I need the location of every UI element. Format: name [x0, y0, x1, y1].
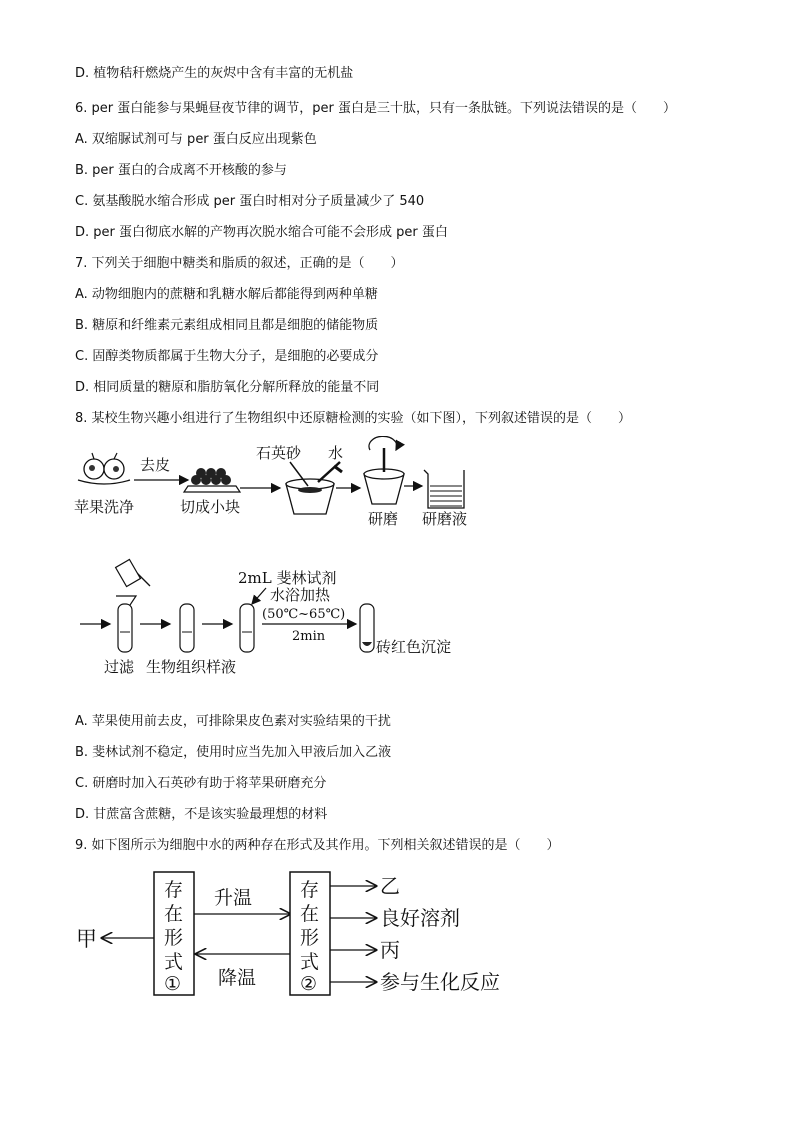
apple-pieces-icon	[184, 468, 240, 492]
water-label: 水	[328, 444, 344, 462]
yi-label: 乙	[380, 874, 400, 898]
q9-stem: 9. 如下图所示为细胞中水的两种存在形式及其作用。下列相关叙述错误的是（ ）	[75, 838, 560, 853]
wash-label: 苹果洗净	[74, 498, 135, 516]
bath-label: 水浴加热	[270, 586, 331, 604]
q6-option-d: D. per 蛋白彻底水解的产物再次脱水缩合可能不会形成 per 蛋白	[75, 225, 448, 240]
filter-funnel-icon	[116, 559, 150, 652]
cool-label: 降温	[218, 967, 257, 989]
solvent-label: 良好溶剂	[380, 906, 460, 930]
form1-char-2: 在	[164, 903, 184, 925]
q7-option-c: C. 固醇类物质都属于生物大分子，是细胞的必要成分	[75, 349, 379, 364]
q6-option-c: C. 氨基酸脱水缩合形成 per 蛋白时相对分子质量减少了 540	[75, 194, 425, 209]
cut-label: 切成小块	[180, 498, 241, 516]
q8-option-b: B. 斐林试剂不稳定，使用时应当先加入甲液后加入乙液	[75, 745, 392, 760]
form1-char-1: 存	[164, 879, 184, 901]
q7-option-d: D. 相同质量的糖原和脂肪氧化分解所释放的能量不同	[75, 380, 380, 395]
sample-label: 生物组织样液	[146, 658, 237, 676]
q7-option-a: A. 动物细胞内的蔗糖和乳糖水解后都能得到两种单糖	[75, 287, 378, 302]
sample-tube-icon	[180, 604, 194, 652]
apple-icon	[78, 453, 130, 484]
temp-label: (50℃~65℃)	[262, 607, 346, 622]
time-label: 2min	[292, 629, 326, 644]
q8-option-a: A. 苹果使用前去皮，可排除果皮色素对实验结果的干扰	[75, 714, 391, 729]
form1-char-4: 式	[164, 951, 184, 973]
q6-stem: 6. per 蛋白能参与果蝇昼夜节律的调节，per 蛋白是三十肽，只有一条肽链。下列说法错误的是（ ）	[75, 101, 676, 116]
q7-option-b: B. 糖原和纤维素元素组成相同且都是细胞的储能物质	[75, 318, 379, 333]
jia-label: 甲	[76, 927, 97, 951]
bing-label: 丙	[380, 938, 400, 962]
form2-char-2: 在	[300, 903, 320, 925]
reagent-tube-icon	[240, 604, 254, 652]
q8-stem: 8. 某校生物兴趣小组进行了生物组织中还原糖检测的实验（如下图），下列叙述错误的是（ ）	[75, 411, 632, 426]
form1-char-3: 形	[164, 927, 184, 949]
filter-label: 过滤	[104, 658, 135, 676]
q9-water-forms-diagram	[72, 866, 532, 1001]
grinding-icon	[364, 436, 404, 504]
quartz-label: 石英砂	[256, 444, 302, 462]
form2-char-5: ②	[300, 973, 318, 995]
heat-label: 升温	[214, 887, 253, 909]
form2-char-3: 形	[300, 927, 320, 949]
q5-option-d: D. 植物秸秆燃烧产生的灰烬中含有丰富的无机盐	[75, 66, 354, 81]
grind-label: 研磨	[368, 510, 399, 528]
peel-label: 去皮	[140, 456, 171, 474]
grind-liquid-label: 研磨液	[422, 510, 468, 528]
q7-stem: 7. 下列关于细胞中糖类和脂质的叙述，正确的是（ ）	[75, 256, 404, 271]
form2-char-1: 存	[300, 879, 320, 901]
reagent-label: 2mL 斐林试剂	[238, 569, 337, 587]
precipitate-label: 砖红色沉淀	[376, 638, 452, 656]
q8-option-d: D. 甘蔗富含蔗糖，不是该实验最理想的材料	[75, 807, 328, 822]
beaker-icon	[424, 470, 464, 508]
q6-option-a: A. 双缩脲试剂可与 per 蛋白反应出现紫色	[75, 132, 317, 147]
mortar-icon	[286, 462, 342, 514]
q8-option-c: C. 研磨时加入石英砂有助于将苹果研磨充分	[75, 776, 327, 791]
q6-option-b: B. per 蛋白的合成离不开核酸的参与	[75, 163, 287, 178]
form2-char-4: 式	[300, 951, 320, 973]
q8-experiment-diagram	[70, 436, 490, 686]
reaction-label: 参与生化反应	[380, 970, 500, 994]
form1-char-5: ①	[164, 973, 182, 995]
